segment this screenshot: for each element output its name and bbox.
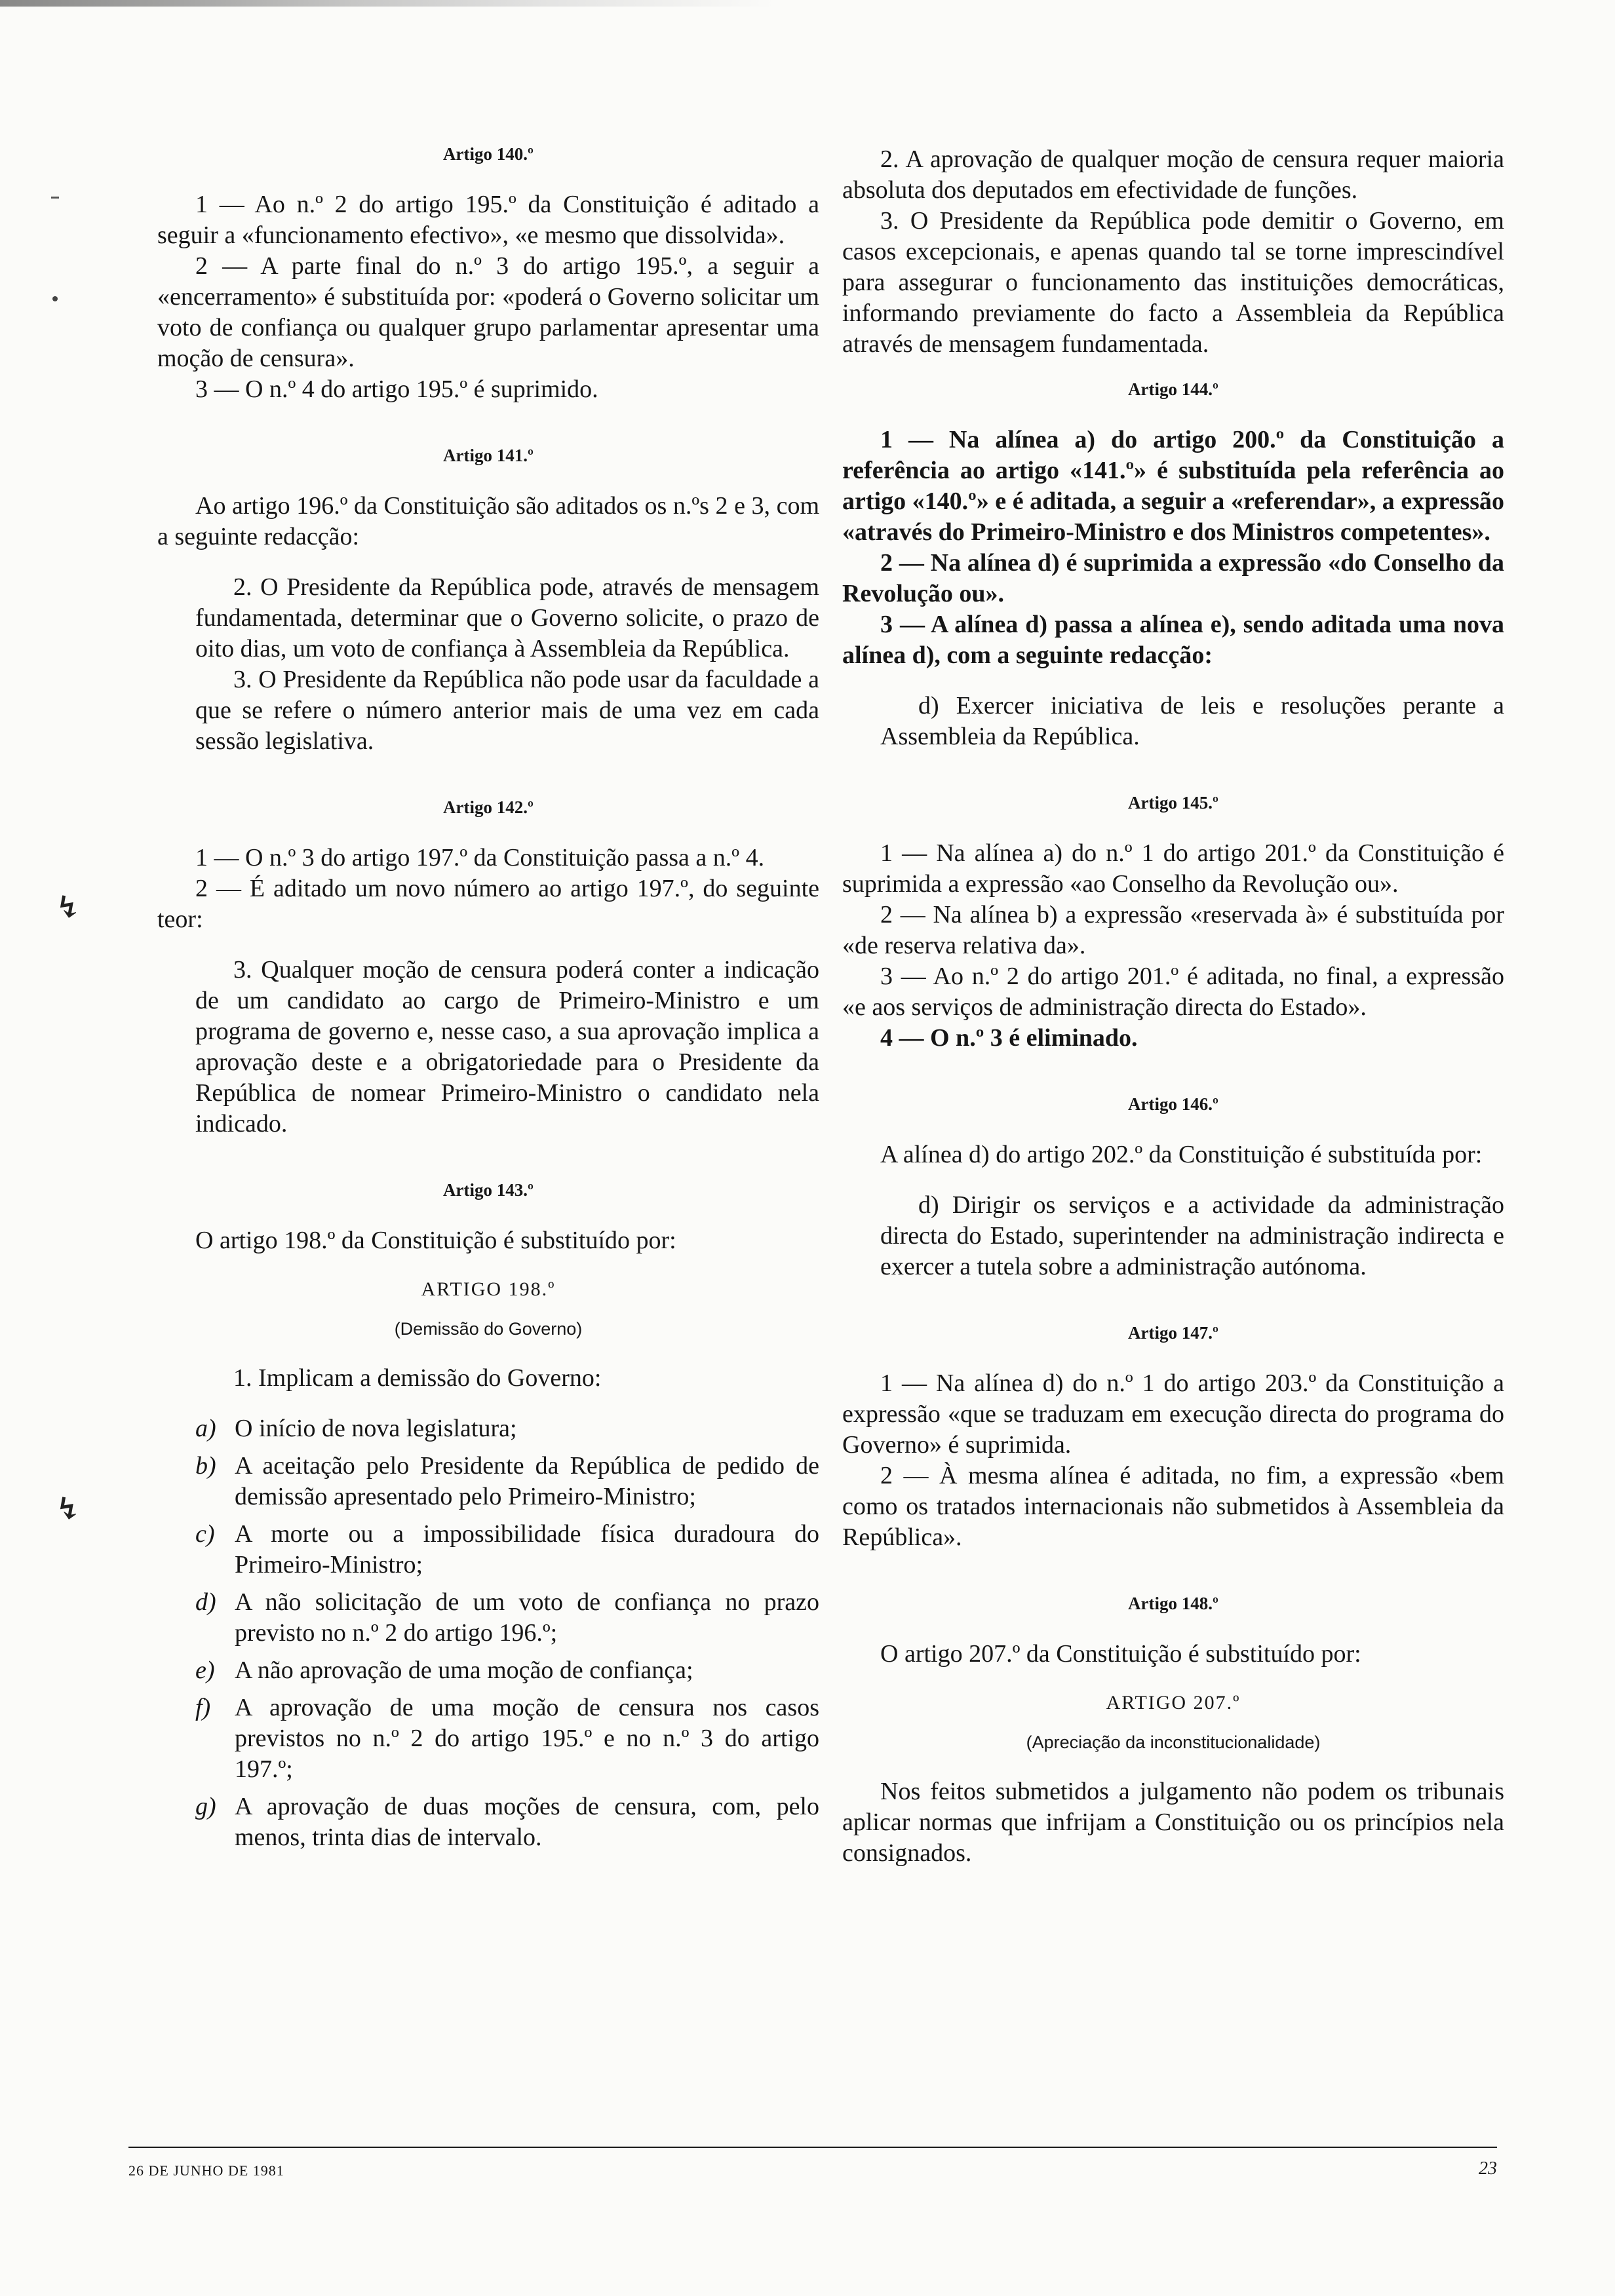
paragraph: 1 — Na alínea d) do n.º 1 do artigo 203.º da Constituição a expressão «que se traduzam em execução directa do programa do Governo» é suprimida. — [842, 1369, 1504, 1459]
quoted-paragraph: d) Exercer iniciativa de leis e resoluções perante a Assembleia da República. — [880, 692, 1504, 750]
article-heading: Artigo 145.º — [1128, 793, 1218, 813]
margin-dot — [52, 296, 58, 301]
paragraph: 1 — Na alínea a) do artigo 200.º da Constituição a referência ao artigo «141.º» é substituída pela referência ao artigo «140.º» e é aditada, a seguir a «referendar», a expressão «através do Primeiro-Ministro e dos Ministros competentes». — [842, 426, 1504, 546]
list-item — [195, 1693, 819, 1785]
paragraph: 1 — O n.º 3 do artigo 197.º da Constituição passa a n.º 4. — [195, 844, 765, 871]
paragraph: Ao artigo 196.º da Constituição são aditados os n.ºs 2 e 3, com a seguinte redacção: — [157, 492, 819, 550]
quoted-paragraph: 3. O Presidente da República não pode usar da faculdade a que se refere o número anterior mais de uma vez em cada sessão legislativa. — [195, 666, 819, 755]
list-item-text: A aprovação de duas moções de censura, com, pelo menos, trinta dias de intervalo. — [235, 1793, 819, 1851]
margin-arrow-mark: ↯ — [55, 890, 81, 924]
quoted-paragraph: d) Dirigir os serviços e a actividade da administração directa do Estado, superintender na administração indirecta e exercer a tutela sobre a administração autónoma. — [880, 1191, 1504, 1280]
paragraph: 1 — Na alínea a) do n.º 1 do artigo 201.º da Constituição é suprimida a expressão «ao Conselho da Revolução ou». — [842, 839, 1504, 898]
list-item — [195, 1655, 819, 1686]
paragraph: A alínea d) do artigo 202.º da Constituição é substituída por: — [880, 1141, 1483, 1168]
list-item-text: A aceitação pelo Presidente da República de pedido de demissão apresentado pelo Primeiro-Ministro; — [235, 1452, 819, 1510]
article-heading: Artigo 141.º — [443, 446, 534, 465]
list-item-text: A não solicitação de um voto de confiança no prazo previsto no n.º 2 do artigo 196.º; — [235, 1588, 819, 1647]
paragraph: 3 — A alínea d) passa a alínea e), sendo aditada uma nova alínea d), com a seguinte redacção: — [842, 611, 1504, 669]
footer-rule — [128, 2147, 1497, 2148]
paragraph: 4 — O n.º 3 é eliminado. — [880, 1024, 1138, 1052]
paragraph: 3. O Presidente da República pode demitir o Governo, em casos excepcionais, e apenas quando tal se torne imprescindível para assegurar o funcionamento das instituições democráticas, informando previamente do facto a Assembleia da República através de mensagem fundamentada. — [842, 207, 1504, 358]
paragraph: O artigo 207.º da Constituição é substituído por: — [880, 1640, 1361, 1668]
list-item-key: c) — [195, 1520, 215, 1548]
article-heading: Artigo 147.º — [1128, 1323, 1218, 1343]
quoted-paragraph: 3. Qualquer moção de censura poderá conter a indicação de um candidato ao cargo de Primeiro-Ministro e um programa de governo e, nesse caso, a sua aprovação implica a aprovação deste e a obrigatoriedade para o Presidente da República de nomear Primeiro-Ministro o candidato nela indicado. — [195, 956, 819, 1138]
list-item-key: a) — [195, 1415, 216, 1442]
article-caption: ARTIGO 198.º — [421, 1278, 556, 1300]
article-heading: Artigo 143.º — [443, 1180, 534, 1200]
list-item — [195, 1413, 819, 1444]
scan-artifact — [0, 0, 773, 7]
left-column — [157, 144, 819, 1860]
alinea-list — [195, 1413, 819, 1853]
list-item-key: d) — [195, 1588, 216, 1616]
paragraph: 2 — Na alínea b) a expressão «reservada à» é substituída por «de reserva relativa da». — [842, 901, 1504, 959]
list-item — [195, 1451, 819, 1512]
list-item-text: A não aprovação de uma moção de confiança; — [235, 1656, 693, 1684]
paragraph: 2 — É aditado um novo número ao artigo 197.º, do seguinte teor: — [157, 875, 819, 933]
paragraph: 2. A aprovação de qualquer moção de censura requer maioria absoluta dos deputados em efectividade de funções. — [842, 145, 1504, 204]
article-heading: Artigo 148.º — [1128, 1594, 1218, 1613]
footer-date: 26 DE JUNHO DE 1981 — [128, 2162, 284, 2179]
margin-dash — [51, 197, 59, 199]
right-column — [842, 144, 1504, 1869]
page-number: 23 — [1479, 2158, 1497, 2179]
paragraph: Nos feitos submetidos a julgamento não podem os tribunais aplicar normas que infrijam a Constituição ou os princípios nela consignados. — [842, 1778, 1504, 1867]
list-item-key: e) — [195, 1656, 215, 1684]
article-heading: Artigo 144.º — [1128, 379, 1218, 399]
list-item — [195, 1519, 819, 1580]
list-item-text: A morte ou a impossibilidade física duradoura do Primeiro-Ministro; — [235, 1520, 819, 1578]
paragraph: 2 — À mesma alínea é aditada, no fim, a expressão «bem como os tratados internacionais não submetidos à Assembleia da República». — [842, 1462, 1504, 1551]
list-item — [195, 1587, 819, 1649]
list-item-key: g) — [195, 1793, 216, 1820]
article-subtitle: (Apreciação da inconstitucionalidade) — [1026, 1732, 1321, 1752]
article-caption: ARTIGO 207.º — [1106, 1692, 1241, 1713]
list-item — [195, 1791, 819, 1853]
list-item-text: A aprovação de uma moção de censura nos casos previstos no n.º 2 do artigo 195.º e no n.º 3 do artigo 197.º; — [235, 1694, 819, 1783]
list-item-text: O início de nova legislatura; — [235, 1415, 517, 1442]
paragraph: 3 — O n.º 4 do artigo 195.º é suprimido. — [195, 375, 598, 403]
margin-arrow-mark: ↯ — [55, 1492, 81, 1525]
article-heading: Artigo 140.º — [443, 144, 534, 164]
article-subtitle: (Demissão do Governo) — [394, 1319, 583, 1339]
paragraph: 1 — Ao n.º 2 do artigo 195.º da Constituição é aditado a seguir a «funcionamento efectivo», «e mesmo que dissolvida». — [157, 191, 819, 249]
paragraph: O artigo 198.º da Constituição é substituído por: — [195, 1227, 676, 1254]
paragraph: 3 — Ao n.º 2 do artigo 201.º é aditada, no final, a expressão «e aos serviços de administração directa do Estado». — [842, 963, 1504, 1021]
list-item-key: b) — [195, 1452, 216, 1480]
article-heading: Artigo 146.º — [1128, 1094, 1218, 1114]
quoted-paragraph: 2. O Presidente da República pode, através de mensagem fundamentada, determinar que o Governo solicite, o prazo de oito dias, um voto de confiança à Assembleia da República. — [195, 573, 819, 662]
list-item-key: f) — [195, 1694, 211, 1721]
article-heading: Artigo 142.º — [443, 797, 534, 817]
paragraph: 1. Implicam a demissão do Governo: — [233, 1364, 602, 1392]
paragraph: 2 — A parte final do n.º 3 do artigo 195.º, a seguir a «encerramento» é substituída por: «poderá o Governo solicitar um voto de confiança ou qualquer grupo parlamentar apresentar uma moção de censura». — [157, 252, 819, 372]
paragraph: 2 — Na alínea d) é suprimida a expressão «do Conselho da Revolução ou». — [842, 549, 1504, 607]
